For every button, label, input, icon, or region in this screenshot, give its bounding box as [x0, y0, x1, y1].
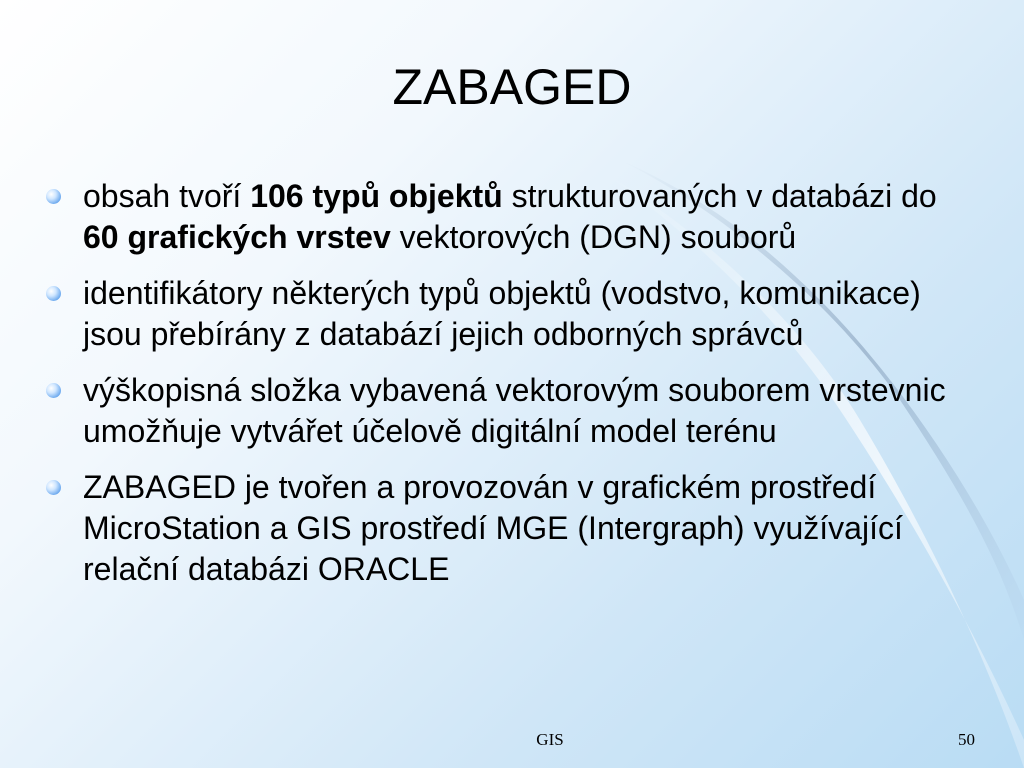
bullet-text: obsah tvoří [83, 178, 251, 214]
bullet-text: strukturovaných v databázi do [502, 178, 937, 214]
footer-label: GIS [536, 730, 564, 749]
bullet-item [46, 273, 946, 355]
bullet-item [46, 467, 946, 590]
bullet-bold-text: 60 grafických vrstev [83, 219, 391, 255]
bullet-item [46, 370, 946, 452]
bullet-icon [46, 480, 61, 495]
bullet-item [46, 176, 946, 258]
bullet-icon [46, 286, 61, 301]
bullet-icon [46, 383, 61, 398]
page-number: 50 [958, 730, 975, 749]
bullet-text: ZABAGED je tvořen a provozován v grafickém prostředí MicroStation a GIS prostředí MGE (Intergraph) využívající relační databázi ORACLE [83, 469, 903, 587]
bullet-text: identifikátory některých typů objektů (vodstvo, komunikace) jsou přebírány z databází jejich odborných správců [83, 275, 921, 352]
bullet-bold-text: 106 typů objektů [250, 178, 503, 214]
bullet-icon [46, 189, 61, 204]
slide-title: ZABAGED [392, 59, 632, 115]
bullet-text: výškopisná složka vybavená vektorovým souborem vrstevnic umožňuje vytvářet účelově digitální model terénu [83, 372, 946, 449]
bullet-text: vektorových (DGN) souborů [390, 219, 797, 255]
bullet-list [46, 176, 946, 605]
